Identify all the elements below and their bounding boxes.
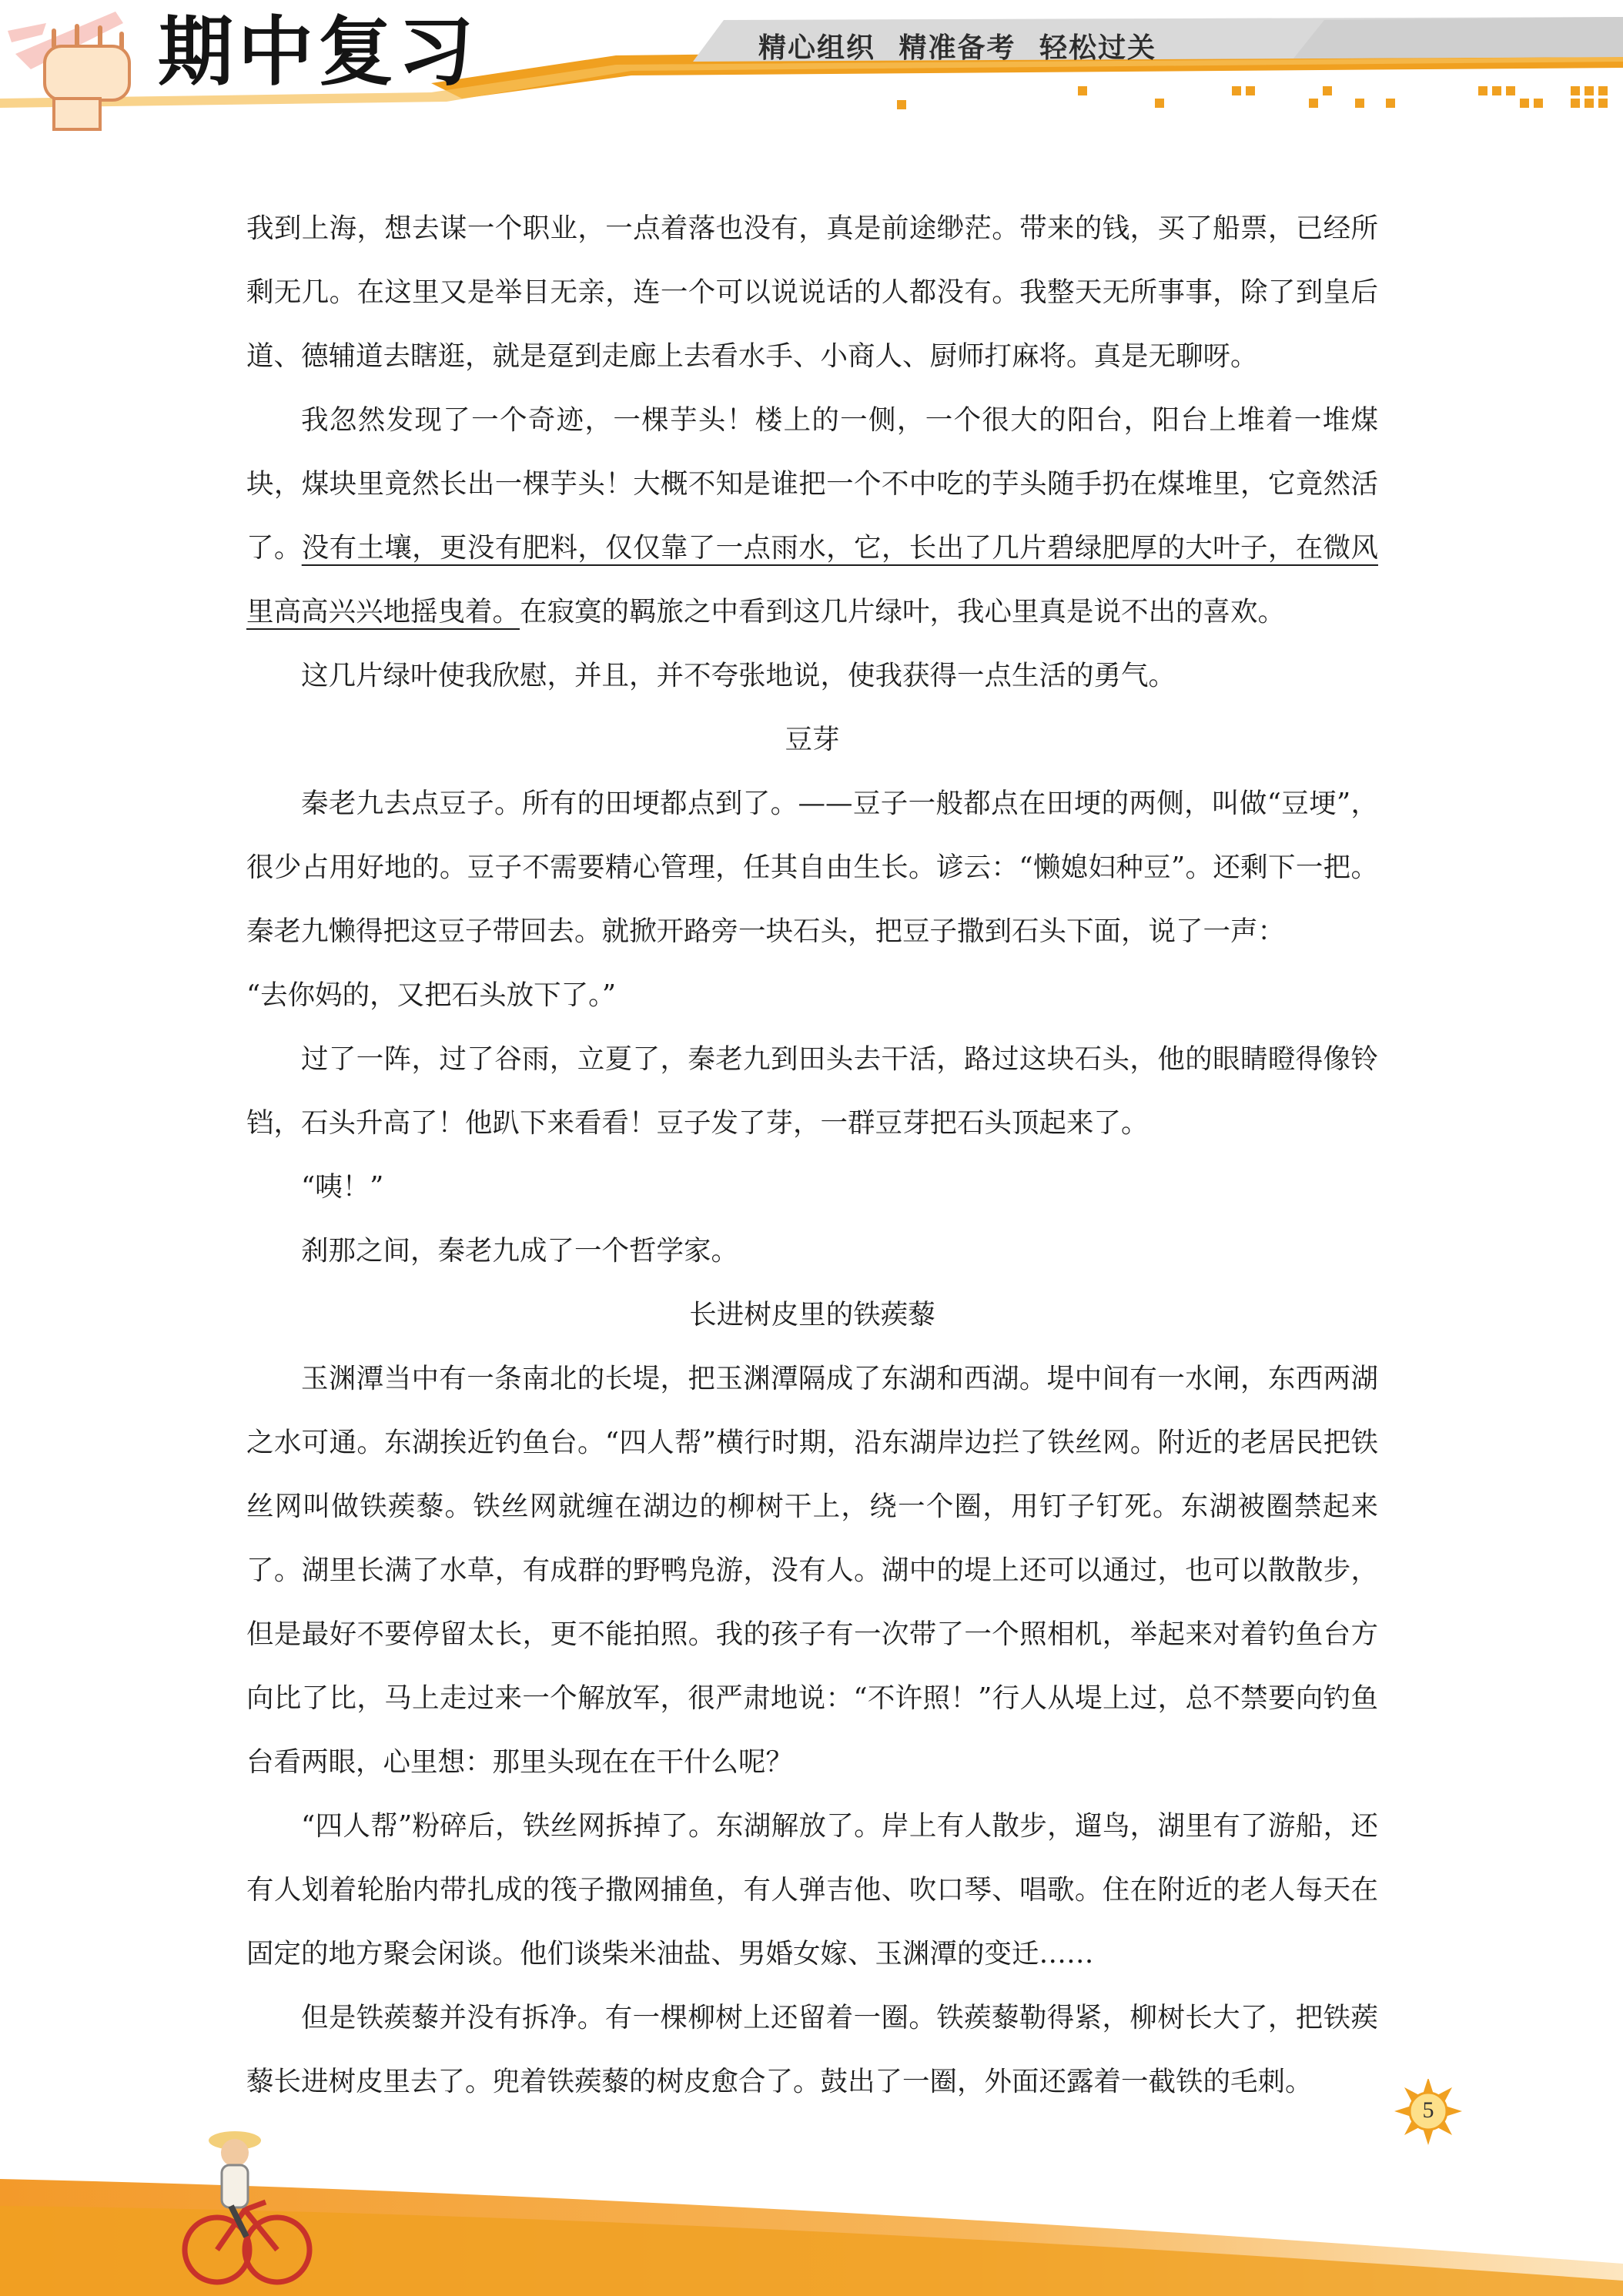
page-footer xyxy=(0,2079,1623,2296)
header-title: 期中复习 xyxy=(158,8,479,96)
section-heading-douya: 豆芽 xyxy=(785,724,840,755)
page-header xyxy=(0,0,1623,154)
paragraph-7: “咦！” xyxy=(301,1171,384,1203)
paragraph-6: 过了一阵，过了谷雨，立夏了，秦老九到田头去干活，路过这块石头，他的眼睛瞪得像铃铛，石头升高了！他趴下来看看！豆子发了芽，一群豆芽把石头顶起来了。 xyxy=(246,1043,1378,1139)
paragraph-2 xyxy=(246,388,1378,644)
header-slogan: 精心组织 精准备考 轻松过关 xyxy=(758,32,1157,64)
section-heading-tiejili: 长进树皮里的铁蒺藜 xyxy=(689,1299,935,1330)
paragraph-3: 这几片绿叶使我欣慰，并且，并不夸张地说，使我获得一点生活的勇气。 xyxy=(301,660,1176,691)
article-body xyxy=(246,196,1378,2114)
fist-icon xyxy=(8,12,129,129)
underlined-sentence: 没有土壤，更没有肥料，仅仅靠了一点雨水，它，长出了几片碧绿肥厚的大叶子，在微风里高高兴兴地摇曳着。 xyxy=(246,532,1378,628)
paragraph-2-start: 我忽然发现了一个奇迹，一棵芋头！楼上的一侧，一个很大的阳台，阳台上堆着一堆煤块，煤块里竟然长出一棵芋头！大概不知是谁把一个不中吃的芋头随手扔在煤堆里，它竟然活了。 xyxy=(246,404,1378,564)
paragraph-11: 但是铁蒺藜并没有拆净。有一棵柳树上还留着一圈。铁蒺藜勒得紧，柳树长大了，把铁蒺藜长进树皮里去了。兜着铁蒺藜的树皮愈合了。鼓出了一圈，外面还露着一截铁的毛刺。 xyxy=(246,2002,1378,2097)
paragraph-1: 我到上海，想去谋一个职业，一点着落也没有，真是前途缈茫。带来的钱，买了船票，已经所剩无几。在这里又是举目无亲，连一个可以说说话的人都没有。我整天无所事事，除了到皇后道、德辅道去瞎逛，就是趸到走廊上去看水手、小商人、厨师打麻将。真是无聊呀。 xyxy=(246,213,1378,372)
paragraph-5: “去你妈的，又把石头放下了。” xyxy=(246,979,617,1011)
page-number: 5 xyxy=(1422,2097,1434,2123)
paragraph-4: 秦老九去点豆子。所有的田埂都点到了。——豆子一般都点在田埂的两侧，叫做“豆埂”，很少占用好地的。豆子不需要精心管理，任其自由生长。谚云：“懒媳妇种豆”。还剩下一把。秦老九懒得把这豆子带回去。就掀开路旁一块石头，把豆子撒到石头下面，说了一声： xyxy=(246,788,1378,947)
paragraph-10: “四人帮”粉碎后，铁丝网拆掉了。东湖解放了。岸上有人散步，遛鸟，湖里有了游船，还有人划着轮胎内带扎成的筏子撒网捕鱼，有人弹吉他、吹口琴、唱歌。住在附近的老人每天在固定的地方聚会闲谈。他们谈柴米油盐、男婚女嫁、玉渊潭的变迁…… xyxy=(246,1810,1378,1970)
footer-banner-graphic xyxy=(0,2079,1623,2296)
paragraph-8: 刹那之间，秦老九成了一个哲学家。 xyxy=(301,1235,739,1267)
paragraph-9: 玉渊潭当中有一条南北的长堤，把玉渊潭隔成了东湖和西湖。堤中间有一水闸，东西两湖之水可通。东湖挨近钓鱼台。“四人帮”横行时期，沿东湖岸边拦了铁丝网。附近的老居民把铁丝网叫做铁蒺藜。铁丝网就缠在湖边的柳树干上，绕一个圈，用钉子钉死。东湖被圈禁起来了。湖里长满了水草，有成群的野鸭凫游，没有人。湖中的堤上还可以通过，也可以散散步，但是最好不要停留太长，更不能拍照。我的孩子有一次带了一个照相机，举起来对着钓鱼台方向比了比，马上走过来一个解放军，很严肃地说：“不许照！”行人从堤上过，总不禁要向钓鱼台看两眼，心里想：那里头现在在干什么呢？ xyxy=(246,1363,1378,1778)
paragraph-2-end: 在寂寞的羁旅之中看到这几片绿叶，我心里真是说不出的喜欢。 xyxy=(520,596,1286,628)
